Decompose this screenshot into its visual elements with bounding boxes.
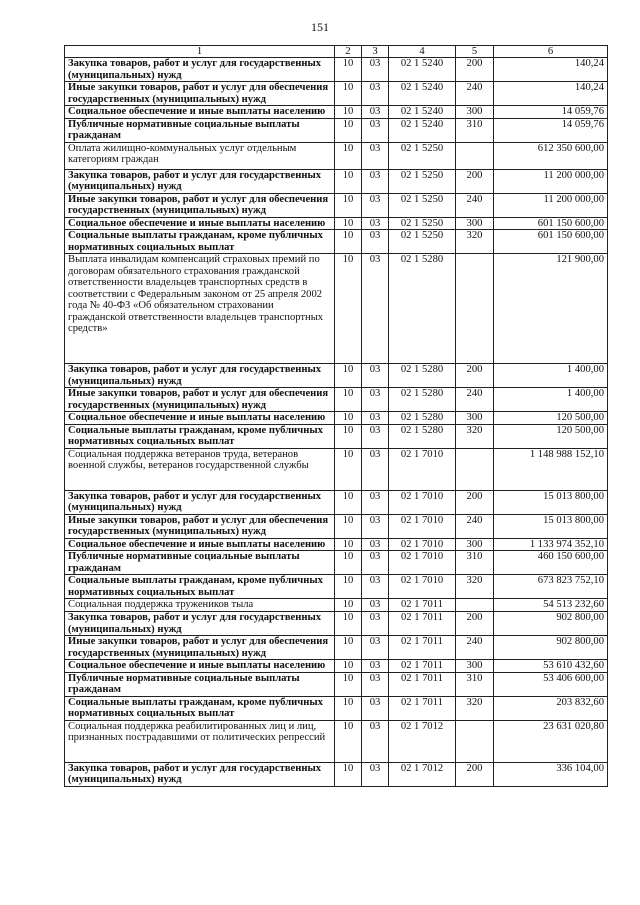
section-cell: 10 — [335, 490, 362, 514]
table-row — [65, 720, 608, 762]
table-row — [65, 142, 608, 169]
amount-cell: 14 059,76 — [494, 118, 608, 142]
amount-cell: 902 800,00 — [494, 636, 608, 660]
column-header: 6 — [494, 46, 608, 58]
target-article-cell: 02 1 5240 — [389, 82, 456, 106]
expense-type-cell — [456, 720, 494, 762]
table-row — [65, 230, 608, 254]
row-name-cell: Публичные нормативные социальные выплаты гражданам — [65, 118, 335, 142]
target-article-cell: 02 1 5240 — [389, 106, 456, 119]
table-row — [65, 612, 608, 636]
table-row — [65, 538, 608, 551]
row-name-cell: Социальные выплаты гражданам, кроме публичных нормативных социальных выплат — [65, 230, 335, 254]
target-article-cell: 02 1 7010 — [389, 490, 456, 514]
amount-cell: 1 148 988 152,10 — [494, 448, 608, 490]
amount-cell: 23 631 020,80 — [494, 720, 608, 762]
amount-cell: 54 513 232,60 — [494, 599, 608, 612]
row-name-cell: Оплата жилищно-коммунальных услуг отдельным категориям граждан — [65, 142, 335, 169]
expense-type-cell: 240 — [456, 636, 494, 660]
target-article-cell: 02 1 7010 — [389, 514, 456, 538]
expense-type-cell: 300 — [456, 217, 494, 230]
table-row — [65, 599, 608, 612]
amount-cell: 203 832,60 — [494, 696, 608, 720]
subsection-cell: 03 — [362, 612, 389, 636]
target-article-cell: 02 1 7010 — [389, 448, 456, 490]
table-row — [65, 514, 608, 538]
row-name-cell: Социальное обеспечение и иные выплаты населению — [65, 412, 335, 425]
section-cell: 10 — [335, 169, 362, 193]
subsection-cell: 03 — [362, 118, 389, 142]
expense-type-cell: 200 — [456, 612, 494, 636]
section-cell: 10 — [335, 575, 362, 599]
row-name-cell: Иные закупки товаров, работ и услуг для обеспечения государственных (муниципальных) нужд — [65, 514, 335, 538]
target-article-cell: 02 1 7010 — [389, 551, 456, 575]
section-cell: 10 — [335, 514, 362, 538]
column-header: 4 — [389, 46, 456, 58]
section-cell: 10 — [335, 424, 362, 448]
row-name-cell: Социальное обеспечение и иные выплаты населению — [65, 106, 335, 119]
target-article-cell: 02 1 5250 — [389, 230, 456, 254]
expense-type-cell: 310 — [456, 551, 494, 575]
amount-cell: 902 800,00 — [494, 612, 608, 636]
subsection-cell: 03 — [362, 514, 389, 538]
row-name-cell: Социальная поддержка ветеранов труда, ветеранов военной службы, ветеранов государственной службы — [65, 448, 335, 490]
table-row — [65, 193, 608, 217]
target-article-cell: 02 1 7010 — [389, 575, 456, 599]
row-name-cell: Иные закупки товаров, работ и услуг для обеспечения государственных (муниципальных) нужд — [65, 82, 335, 106]
row-name-cell: Социальная поддержка реабилитированных лиц и лиц, признанных пострадавшими от политических репрессий — [65, 720, 335, 762]
section-cell: 10 — [335, 388, 362, 412]
expense-type-cell: 300 — [456, 412, 494, 425]
subsection-cell: 03 — [362, 193, 389, 217]
amount-cell: 121 900,00 — [494, 254, 608, 364]
table-row — [65, 636, 608, 660]
subsection-cell: 03 — [362, 636, 389, 660]
table-row — [65, 169, 608, 193]
expense-type-cell: 320 — [456, 696, 494, 720]
target-article-cell: 02 1 5280 — [389, 412, 456, 425]
section-cell: 10 — [335, 412, 362, 425]
target-article-cell: 02 1 5280 — [389, 254, 456, 364]
table-row — [65, 217, 608, 230]
section-cell: 10 — [335, 636, 362, 660]
expense-type-cell: 310 — [456, 672, 494, 696]
section-cell: 10 — [335, 720, 362, 762]
section-cell: 10 — [335, 142, 362, 169]
expense-type-cell: 200 — [456, 169, 494, 193]
amount-cell: 140,24 — [494, 58, 608, 82]
amount-cell: 140,24 — [494, 82, 608, 106]
row-name-cell: Выплата инвалидам компенсаций страховых премий по договорам обязательного страхования гражданской ответственности владельцев транспортных средств в соответствии с Федеральным законом от 25 апреля 2002 года № 40-ФЗ «Об обязательном страховании гражданской ответственности владельцев транспортных средств» — [65, 254, 335, 364]
table-row — [65, 762, 608, 786]
expense-type-cell: 310 — [456, 118, 494, 142]
column-header: 5 — [456, 46, 494, 58]
target-article-cell: 02 1 5280 — [389, 388, 456, 412]
target-article-cell: 02 1 5250 — [389, 142, 456, 169]
subsection-cell: 03 — [362, 254, 389, 364]
section-cell: 10 — [335, 364, 362, 388]
amount-cell: 53 610 432,60 — [494, 660, 608, 673]
amount-cell: 120 500,00 — [494, 424, 608, 448]
section-cell: 10 — [335, 762, 362, 786]
target-article-cell: 02 1 5250 — [389, 169, 456, 193]
target-article-cell: 02 1 5250 — [389, 217, 456, 230]
row-name-cell: Социальные выплаты гражданам, кроме публичных нормативных социальных выплат — [65, 424, 335, 448]
amount-cell: 601 150 600,00 — [494, 230, 608, 254]
section-cell: 10 — [335, 58, 362, 82]
target-article-cell: 02 1 7010 — [389, 538, 456, 551]
budget-table — [64, 45, 608, 787]
table-row — [65, 106, 608, 119]
subsection-cell: 03 — [362, 599, 389, 612]
section-cell: 10 — [335, 82, 362, 106]
section-cell: 10 — [335, 599, 362, 612]
table-row — [65, 660, 608, 673]
row-name-cell: Иные закупки товаров, работ и услуг для обеспечения государственных (муниципальных) нужд — [65, 193, 335, 217]
table-row — [65, 490, 608, 514]
row-name-cell: Публичные нормативные социальные выплаты гражданам — [65, 551, 335, 575]
expense-type-cell: 320 — [456, 575, 494, 599]
section-cell: 10 — [335, 448, 362, 490]
target-article-cell: 02 1 7011 — [389, 599, 456, 612]
table-row — [65, 448, 608, 490]
section-cell: 10 — [335, 254, 362, 364]
amount-cell: 673 823 752,10 — [494, 575, 608, 599]
table-row — [65, 118, 608, 142]
target-article-cell: 02 1 7012 — [389, 720, 456, 762]
page-number: 151 — [311, 20, 329, 34]
amount-cell: 1 400,00 — [494, 388, 608, 412]
subsection-cell: 03 — [362, 388, 389, 412]
target-article-cell: 02 1 7011 — [389, 636, 456, 660]
subsection-cell: 03 — [362, 448, 389, 490]
amount-cell: 601 150 600,00 — [494, 217, 608, 230]
table-header-row — [65, 46, 608, 58]
expense-type-cell: 240 — [456, 388, 494, 412]
section-cell: 10 — [335, 538, 362, 551]
amount-cell: 11 200 000,00 — [494, 169, 608, 193]
row-name-cell: Социальное обеспечение и иные выплаты населению — [65, 660, 335, 673]
amount-cell: 14 059,76 — [494, 106, 608, 119]
expense-type-cell: 320 — [456, 230, 494, 254]
amount-cell: 460 150 600,00 — [494, 551, 608, 575]
subsection-cell: 03 — [362, 551, 389, 575]
section-cell: 10 — [335, 106, 362, 119]
row-name-cell: Иные закупки товаров, работ и услуг для обеспечения государственных (муниципальных) нужд — [65, 388, 335, 412]
subsection-cell: 03 — [362, 169, 389, 193]
target-article-cell: 02 1 7011 — [389, 612, 456, 636]
amount-cell: 1 133 974 352,10 — [494, 538, 608, 551]
subsection-cell: 03 — [362, 230, 389, 254]
amount-cell: 53 406 600,00 — [494, 672, 608, 696]
table-row — [65, 575, 608, 599]
target-article-cell: 02 1 7011 — [389, 672, 456, 696]
row-name-cell: Закупка товаров, работ и услуг для государственных (муниципальных) нужд — [65, 612, 335, 636]
target-article-cell: 02 1 7012 — [389, 762, 456, 786]
subsection-cell: 03 — [362, 58, 389, 82]
target-article-cell: 02 1 5280 — [389, 364, 456, 388]
table-row — [65, 388, 608, 412]
section-cell: 10 — [335, 672, 362, 696]
expense-type-cell — [456, 254, 494, 364]
row-name-cell: Закупка товаров, работ и услуг для государственных (муниципальных) нужд — [65, 490, 335, 514]
section-cell: 10 — [335, 193, 362, 217]
column-header: 1 — [65, 46, 335, 58]
expense-type-cell: 200 — [456, 364, 494, 388]
subsection-cell: 03 — [362, 106, 389, 119]
row-name-cell: Иные закупки товаров, работ и услуг для обеспечения государственных (муниципальных) нужд — [65, 636, 335, 660]
expense-type-cell: 200 — [456, 762, 494, 786]
expense-type-cell: 240 — [456, 514, 494, 538]
table-body — [65, 58, 608, 787]
expense-type-cell: 300 — [456, 106, 494, 119]
table-row — [65, 82, 608, 106]
subsection-cell: 03 — [362, 696, 389, 720]
target-article-cell: 02 1 7011 — [389, 696, 456, 720]
section-cell: 10 — [335, 230, 362, 254]
expense-type-cell — [456, 599, 494, 612]
target-article-cell: 02 1 7011 — [389, 660, 456, 673]
subsection-cell: 03 — [362, 575, 389, 599]
amount-cell: 11 200 000,00 — [494, 193, 608, 217]
row-name-cell: Социальное обеспечение и иные выплаты населению — [65, 217, 335, 230]
row-name-cell: Социальная поддержка тружеников тыла — [65, 599, 335, 612]
table-row — [65, 58, 608, 82]
subsection-cell: 03 — [362, 762, 389, 786]
expense-type-cell: 300 — [456, 660, 494, 673]
subsection-cell: 03 — [362, 424, 389, 448]
subsection-cell: 03 — [362, 217, 389, 230]
section-cell: 10 — [335, 217, 362, 230]
subsection-cell: 03 — [362, 142, 389, 169]
table-row — [65, 412, 608, 425]
expense-type-cell: 200 — [456, 490, 494, 514]
table-row — [65, 424, 608, 448]
subsection-cell: 03 — [362, 660, 389, 673]
expense-type-cell: 320 — [456, 424, 494, 448]
table-row — [65, 696, 608, 720]
amount-cell: 15 013 800,00 — [494, 490, 608, 514]
target-article-cell: 02 1 5280 — [389, 424, 456, 448]
expense-type-cell — [456, 448, 494, 490]
expense-type-cell — [456, 142, 494, 169]
column-header: 2 — [335, 46, 362, 58]
row-name-cell: Закупка товаров, работ и услуг для государственных (муниципальных) нужд — [65, 364, 335, 388]
subsection-cell: 03 — [362, 412, 389, 425]
expense-type-cell: 300 — [456, 538, 494, 551]
target-article-cell: 02 1 5240 — [389, 118, 456, 142]
amount-cell: 120 500,00 — [494, 412, 608, 425]
row-name-cell: Публичные нормативные социальные выплаты гражданам — [65, 672, 335, 696]
target-article-cell: 02 1 5240 — [389, 58, 456, 82]
expense-type-cell: 240 — [456, 193, 494, 217]
subsection-cell: 03 — [362, 364, 389, 388]
subsection-cell: 03 — [362, 672, 389, 696]
table-row — [65, 254, 608, 364]
subsection-cell: 03 — [362, 490, 389, 514]
amount-cell: 1 400,00 — [494, 364, 608, 388]
row-name-cell: Закупка товаров, работ и услуг для государственных (муниципальных) нужд — [65, 58, 335, 82]
section-cell: 10 — [335, 118, 362, 142]
amount-cell: 15 013 800,00 — [494, 514, 608, 538]
table-row — [65, 551, 608, 575]
section-cell: 10 — [335, 612, 362, 636]
expense-type-cell: 240 — [456, 82, 494, 106]
section-cell: 10 — [335, 696, 362, 720]
expense-type-cell: 200 — [456, 58, 494, 82]
subsection-cell: 03 — [362, 720, 389, 762]
row-name-cell: Закупка товаров, работ и услуг для государственных (муниципальных) нужд — [65, 169, 335, 193]
row-name-cell: Закупка товаров, работ и услуг для государственных (муниципальных) нужд — [65, 762, 335, 786]
row-name-cell: Социальные выплаты гражданам, кроме публичных нормативных социальных выплат — [65, 575, 335, 599]
amount-cell: 336 104,00 — [494, 762, 608, 786]
table-row — [65, 364, 608, 388]
row-name-cell: Социальные выплаты гражданам, кроме публичных нормативных социальных выплат — [65, 696, 335, 720]
amount-cell: 612 350 600,00 — [494, 142, 608, 169]
target-article-cell: 02 1 5250 — [389, 193, 456, 217]
section-cell: 10 — [335, 660, 362, 673]
row-name-cell: Социальное обеспечение и иные выплаты населению — [65, 538, 335, 551]
column-header: 3 — [362, 46, 389, 58]
section-cell: 10 — [335, 551, 362, 575]
table-row — [65, 672, 608, 696]
subsection-cell: 03 — [362, 82, 389, 106]
subsection-cell: 03 — [362, 538, 389, 551]
